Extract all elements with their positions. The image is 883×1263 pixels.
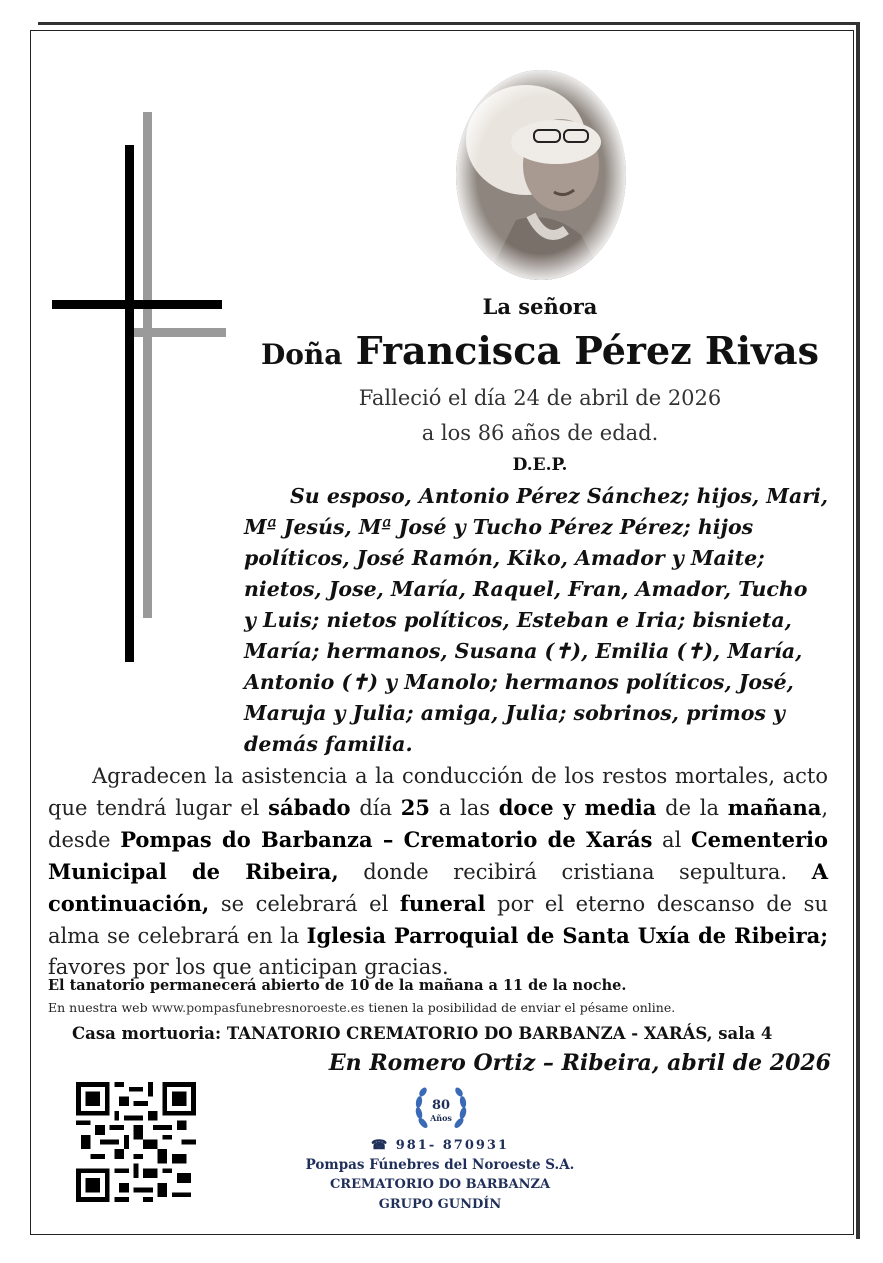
border-shadow-top xyxy=(38,22,860,25)
portrait-photo xyxy=(456,70,626,280)
cross-grey-horizontal xyxy=(134,328,226,337)
ceremony-text: por el eterno descanso de su alma se celebrará en la xyxy=(48,892,828,948)
group-name: GRUPO GUNDÍN xyxy=(378,1197,502,1212)
death-age: a los 86 años de edad. xyxy=(421,421,659,445)
ceremony-bold: A continuación, xyxy=(48,859,828,916)
ceremony-bold: Iglesia Parroquial de Santa Uxía de Ribeira; xyxy=(306,923,828,948)
ceremony-bold: doce y media xyxy=(498,795,657,820)
cross-black-vertical xyxy=(125,145,134,662)
ceremony-text: favores por los que anticipan gracias. xyxy=(48,955,449,979)
family-line: María; hermanos, Susana (✝), Emilia (✝), María, xyxy=(244,639,803,663)
ceremony-text: , desde xyxy=(48,796,829,852)
ceremony-paragraph xyxy=(48,761,828,983)
web-note xyxy=(48,1000,675,1015)
family-line: políticos, José Ramón, Kiko, Amador y Maite; xyxy=(244,546,765,570)
ceremony-text: de la xyxy=(656,796,728,820)
border-shadow-right xyxy=(856,22,860,1239)
cross-black-horizontal xyxy=(52,300,222,309)
casa-label: Casa mortuoria: xyxy=(72,1024,222,1043)
ceremony-bold: Pompas do Barbanza – Crematorio de Xarás xyxy=(120,827,653,852)
web-text: En nuestra web xyxy=(48,1000,152,1015)
web-link[interactable]: www.pompasfunebresnoroeste.es xyxy=(151,1000,365,1015)
family-line: y Luis; nietos políticos, Esteban e Iria; bisnieta, xyxy=(244,608,792,632)
ceremony-bold: sábado xyxy=(268,795,351,820)
ceremony-text: a las xyxy=(429,796,499,820)
casa-value: TANATORIO CREMATORIO DO BARBANZA - XARÁS, sala 4 xyxy=(221,1024,773,1043)
deceased-name xyxy=(240,328,840,373)
family-list xyxy=(244,481,832,760)
phone-number[interactable]: ☎ 981- 870931 xyxy=(370,1138,510,1153)
portrait-illustration xyxy=(456,70,626,280)
logo-word: Años xyxy=(430,1113,452,1123)
death-date: Falleció el día 24 de abril de 2026 xyxy=(358,386,722,410)
laurel-logo-icon xyxy=(413,1083,469,1135)
ceremony-bold: 25 xyxy=(400,795,430,820)
family-line: demás familia. xyxy=(244,732,413,756)
qr-code[interactable] xyxy=(76,1082,196,1202)
family-line: Antonio (✝) y Manolo; hermanos políticos, José, xyxy=(244,670,794,694)
ceremony-text: al xyxy=(652,828,691,852)
dep-label: D.E.P. xyxy=(512,455,568,475)
ceremony-text: se celebrará el xyxy=(209,892,400,916)
crematorio-name: CREMATORIO DO BARBANZA xyxy=(329,1177,551,1192)
name-title: Doña xyxy=(260,338,343,371)
ceremony-bold: funeral xyxy=(399,891,486,916)
ceremony-bold: Cementerio Municipal de Ribeira, xyxy=(48,827,828,884)
ceremony-bold: mañana xyxy=(727,795,822,820)
family-line: nietos, Jose, María, Raquel, Fran, Amador, Tucho xyxy=(244,577,808,601)
honorific-line: La señora xyxy=(482,294,598,319)
cross-grey-vertical xyxy=(143,112,152,618)
web-text: tienen la posibilidad de enviar el pésame online. xyxy=(364,1000,676,1015)
name-full: Francisca Pérez Rivas xyxy=(355,328,820,373)
casa-mortuoria xyxy=(72,1024,772,1043)
tanatorio-hours: El tanatorio permanecerá abierto de 10 de la mañana a 11 de la noche. xyxy=(48,977,627,994)
place-date: En Romero Ortiz – Ribeira, abril de 2026 xyxy=(328,1050,831,1076)
family-line: Su esposo, Antonio Pérez Sánchez; hijos, Mari, xyxy=(290,484,828,508)
logo-number: 80 xyxy=(431,1098,451,1113)
ceremony-text: Agradecen la asistencia a la conducción de los restos mortales, acto que tendrá lugar el xyxy=(48,764,828,820)
family-line: Maruja y Julia; amiga, Julia; sobrinos, primos y xyxy=(244,701,785,725)
ceremony-text: día xyxy=(350,796,401,820)
family-line: Mª Jesús, Mª José y Tucho Pérez Pérez; hijos xyxy=(244,515,754,539)
ceremony-text: donde recibirá cristiana sepultura. xyxy=(338,860,812,884)
company-name: Pompas Fúnebres del Noroeste S.A. xyxy=(305,1157,575,1173)
